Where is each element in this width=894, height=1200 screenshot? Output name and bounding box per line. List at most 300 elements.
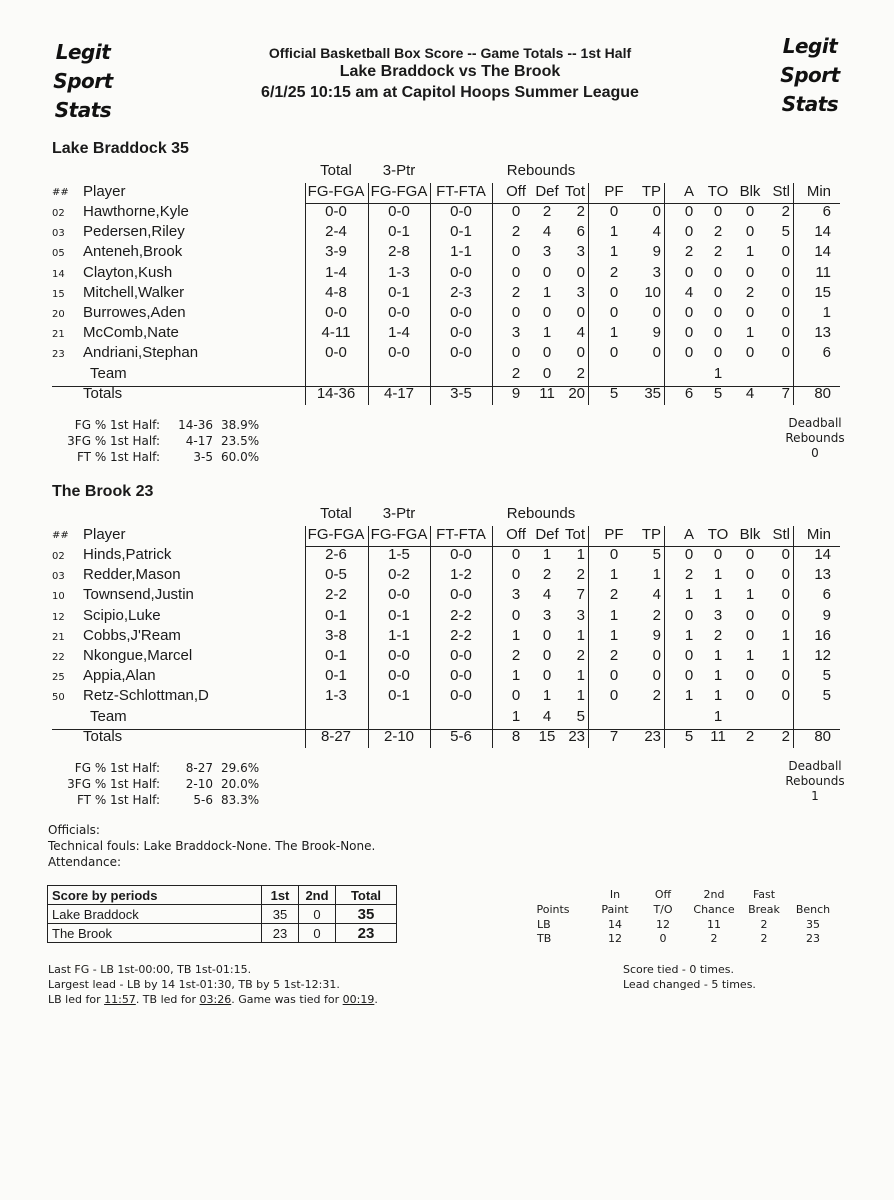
- stat-fg: 0-5: [325, 566, 347, 584]
- logo-right: [775, 32, 845, 119]
- stat-fg: 4-11: [321, 324, 351, 342]
- stat-fg3: 0-1: [388, 283, 410, 301]
- periods-total: 35: [336, 905, 397, 924]
- points-team: LB: [537, 918, 551, 931]
- stat-def: 4: [542, 223, 552, 241]
- player-name: Cobbs,J'Ream: [83, 626, 181, 644]
- stat-tot: 6: [576, 223, 585, 241]
- stat-a: 0: [684, 203, 694, 220]
- stat-off: 2: [511, 223, 521, 241]
- stat-blk: 0: [745, 687, 755, 705]
- periods-row: [48, 905, 397, 924]
- team-tot: 2: [576, 364, 585, 382]
- stat-tp: 9: [652, 243, 661, 261]
- logo-line: Sport: [53, 69, 113, 93]
- col-header-def: Def: [535, 526, 559, 543]
- periods-team: The Brook: [48, 924, 262, 943]
- stat-tot: 4: [576, 324, 585, 342]
- stat-to: 1: [713, 647, 723, 664]
- player-number: 22: [52, 652, 65, 663]
- stat-blk: 0: [745, 263, 755, 281]
- player-number: 15: [52, 288, 65, 300]
- stat-fg3: 0-0: [388, 647, 410, 664]
- stat-a: 0: [684, 667, 694, 685]
- col-group-rebounds: Rebounds: [506, 505, 576, 522]
- player-name: Mitchell,Walker: [83, 283, 185, 301]
- logo-line: Stats: [54, 98, 112, 122]
- stat-tot: 1: [576, 667, 585, 685]
- stat-tot: 1: [576, 687, 585, 705]
- points-bench: 23: [806, 932, 820, 945]
- stat-def: 0: [542, 344, 552, 362]
- stat-to: 2: [713, 223, 723, 241]
- stat-tp: 9: [652, 324, 661, 342]
- stat-stl: 0: [781, 283, 790, 301]
- periods-header-1st: 1st: [262, 886, 299, 905]
- stat-min: 14: [814, 223, 831, 241]
- stat-blk: 1: [745, 324, 755, 342]
- player-number: 21: [52, 631, 65, 643]
- stat-stl: 0: [781, 263, 790, 281]
- column-divider: [793, 183, 794, 405]
- stat-to: 1: [713, 687, 723, 705]
- points-h-paint: Paint: [601, 903, 629, 916]
- stat-stl: 1: [781, 626, 790, 644]
- col-num-header: ##: [52, 187, 69, 198]
- stat-def: 0: [542, 263, 552, 281]
- stat-fg3: 0-2: [388, 566, 410, 584]
- points-to: 0: [659, 932, 667, 945]
- pct-value: 20.0%: [221, 777, 260, 791]
- stat-blk: 2: [745, 283, 755, 301]
- stat-fg: 2-4: [325, 223, 347, 241]
- column-divider: [492, 183, 493, 405]
- logo-line: Stats: [781, 92, 839, 116]
- tb-led-time: 03:26: [199, 993, 232, 1006]
- points-fast: 2: [760, 918, 768, 931]
- stat-fg: 3-9: [325, 243, 347, 261]
- points-label: Points: [536, 903, 570, 916]
- column-divider: [430, 183, 431, 405]
- stat-stl: 0: [781, 324, 790, 342]
- stat-ft: 0-0: [450, 263, 472, 281]
- stat-ft: 1-2: [450, 566, 472, 584]
- points-h-bench: Bench: [795, 903, 831, 916]
- stat-ft: 2-2: [450, 606, 472, 624]
- player-number: 05: [52, 248, 65, 260]
- stat-tot: 2: [576, 203, 585, 220]
- stat-tp: 0: [652, 647, 661, 664]
- stat-def: 0: [542, 626, 552, 644]
- totals-ft: 3-5: [450, 384, 472, 402]
- stat-pf: 0: [609, 546, 619, 563]
- stat-def: 4: [542, 586, 552, 604]
- stat-tp: 4: [652, 586, 661, 604]
- last-fg: Last FG - LB 1st-00:00, TB 1st-01:15.: [48, 963, 252, 976]
- stat-to: 0: [713, 203, 723, 220]
- stat-to: 1: [713, 667, 723, 685]
- stat-def: 2: [542, 203, 552, 220]
- stat-pf: 0: [609, 344, 619, 362]
- logo-line: Legit: [55, 40, 111, 64]
- stat-fg: 0-0: [325, 203, 347, 220]
- col-header-def: Def: [535, 183, 559, 200]
- col-header-tp: TP: [641, 526, 661, 543]
- col-header-fg: FG-FGA: [307, 526, 365, 543]
- points-h-chance: Chance: [693, 903, 735, 916]
- stat-to: 0: [713, 304, 723, 321]
- stat-ft: 0-1: [450, 223, 472, 241]
- team-off: 2: [511, 364, 521, 382]
- stat-off: 0: [511, 243, 521, 261]
- column-divider: [368, 526, 369, 748]
- points-bench: 35: [806, 918, 820, 931]
- stat-blk: 0: [745, 203, 755, 220]
- stat-a: 1: [684, 586, 694, 604]
- stat-fg3: 0-0: [388, 304, 410, 321]
- stat-min: 12: [814, 647, 831, 664]
- stat-fg: 3-8: [325, 626, 347, 644]
- pct-label: FT % 1st Half:: [76, 450, 160, 464]
- stat-ft: 0-0: [450, 667, 472, 685]
- pct-made: 5-6: [193, 793, 213, 807]
- team-row-label: Team: [90, 364, 127, 382]
- col-group-rebounds: Rebounds: [506, 162, 576, 179]
- deadball-label: Deadball: [788, 416, 842, 430]
- player-name: Scipio,Luke: [83, 606, 161, 624]
- periods-header-2nd: 2nd: [299, 886, 336, 905]
- stat-off: 2: [511, 647, 521, 664]
- col-header-ft: FT-FTA: [436, 526, 486, 543]
- team-to: 1: [713, 364, 723, 382]
- points-paint: 12: [608, 932, 622, 945]
- stat-pf: 2: [609, 647, 619, 664]
- stat-a: 0: [684, 263, 694, 281]
- pct-made: 14-36: [178, 418, 213, 432]
- points-fast: 2: [760, 932, 768, 945]
- stat-off: 0: [511, 546, 521, 563]
- stat-tot: 2: [576, 647, 585, 664]
- stat-fg: 0-1: [325, 606, 347, 624]
- stat-tot: 3: [576, 283, 585, 301]
- points-to: 12: [656, 918, 670, 931]
- stat-pf: 0: [609, 203, 619, 220]
- player-number: 12: [52, 611, 65, 623]
- stat-fg3: 1-4: [388, 324, 410, 342]
- player-number: 03: [52, 571, 65, 583]
- totals-label: Totals: [83, 384, 123, 402]
- col-header-off: Off: [506, 526, 526, 543]
- stat-blk: 1: [745, 586, 755, 604]
- column-divider: [664, 526, 665, 748]
- stat-tp: 2: [652, 687, 661, 705]
- stat-tot: 3: [576, 243, 585, 261]
- header-divider: [305, 203, 840, 204]
- stat-tp: 0: [652, 344, 661, 362]
- stat-off: 0: [511, 566, 521, 584]
- stat-min: 16: [814, 626, 831, 644]
- totals-fg3: 2-10: [383, 727, 415, 745]
- stat-pf: 2: [609, 263, 619, 281]
- stat-fg: 4-8: [325, 283, 347, 301]
- team-off: 1: [511, 707, 521, 725]
- stat-min: 13: [814, 566, 831, 584]
- periods-row: [48, 924, 397, 943]
- pct-value: 29.6%: [221, 761, 260, 775]
- stat-blk: 0: [745, 344, 755, 362]
- stat-min: 6: [822, 586, 831, 604]
- stat-ft: 0-0: [450, 344, 472, 362]
- stat-blk: 0: [745, 566, 755, 584]
- stat-stl: 0: [781, 344, 790, 362]
- stat-tot: 1: [576, 546, 585, 563]
- col-group-total: Total: [320, 162, 352, 179]
- col-player-header: Player: [83, 183, 126, 200]
- pct-made: 3-5: [193, 450, 213, 464]
- stat-ft: 0-0: [450, 687, 472, 705]
- stat-blk: 0: [745, 304, 755, 321]
- stat-min: 9: [822, 606, 831, 624]
- totals-off: 8: [511, 727, 521, 745]
- totals-fg: 14-36: [316, 384, 356, 402]
- points-h-off: Off: [654, 888, 672, 901]
- totals-a: 6: [684, 384, 694, 402]
- periods-1st: 35: [262, 905, 299, 924]
- player-name: Appia,Alan: [83, 667, 156, 685]
- stat-def: 1: [542, 687, 552, 705]
- col-header-tot: Tot: [564, 183, 585, 200]
- player-number: 50: [52, 692, 65, 704]
- largest-lead: Largest lead - LB by 14 1st-01:30, TB by 5 1st-12:31.: [48, 978, 340, 991]
- stat-def: 2: [542, 566, 552, 584]
- stat-pf: 1: [609, 606, 619, 624]
- stat-tot: 3: [576, 606, 585, 624]
- stat-a: 1: [684, 687, 694, 705]
- totals-to: 5: [713, 384, 723, 402]
- totals-ft: 5-6: [450, 727, 472, 745]
- stat-pf: 0: [609, 687, 619, 705]
- deadball-label: Rebounds: [785, 774, 845, 788]
- stat-pf: 1: [609, 324, 619, 342]
- stat-fg: 2-6: [325, 546, 347, 563]
- stat-a: 0: [684, 324, 694, 342]
- stat-tot: 2: [576, 566, 585, 584]
- logo-line: Sport: [780, 63, 840, 87]
- stat-pf: 1: [609, 566, 619, 584]
- stat-a: 0: [684, 647, 694, 664]
- logo-left: [48, 38, 118, 125]
- stat-a: 0: [684, 304, 694, 321]
- stat-off: 0: [511, 687, 521, 705]
- column-divider: [588, 183, 589, 405]
- lead-text: . Game was tied for: [231, 993, 343, 1006]
- stat-min: 11: [815, 263, 831, 281]
- totals-fg3: 4-17: [383, 384, 415, 402]
- pct-label: FG % 1st Half:: [74, 761, 160, 775]
- column-divider: [305, 183, 306, 405]
- stat-def: 0: [542, 647, 552, 664]
- player-number: 03: [52, 228, 65, 240]
- pct-label: 3FG % 1st Half:: [67, 777, 160, 791]
- stat-off: 0: [511, 344, 521, 362]
- col-header-off: Off: [506, 183, 526, 200]
- stat-min: 14: [814, 243, 831, 261]
- stat-def: 3: [542, 243, 552, 261]
- stat-to: 3: [713, 606, 723, 624]
- header-divider: [305, 546, 840, 547]
- stat-pf: 0: [609, 667, 619, 685]
- player-name: Clayton,Kush: [83, 263, 173, 281]
- stat-off: 1: [511, 626, 521, 644]
- stat-ft: 0-0: [450, 324, 472, 342]
- team-tot: 5: [576, 707, 585, 725]
- stat-fg3: 0-0: [388, 586, 410, 604]
- totals-tp: 35: [644, 384, 661, 402]
- col-header-a: A: [683, 183, 695, 200]
- stat-off: 0: [511, 606, 521, 624]
- player-name: Andriani,Stephan: [83, 344, 199, 362]
- col-header-to: TO: [707, 526, 729, 543]
- totals-blk: 2: [745, 727, 755, 745]
- points-team: TB: [537, 932, 552, 945]
- col-header-stl: Stl: [772, 183, 790, 200]
- stat-fg3: 0-1: [388, 687, 410, 705]
- col-header-min: Min: [806, 183, 831, 200]
- stat-stl: 1: [781, 647, 790, 664]
- player-name: Redder,Mason: [83, 566, 181, 584]
- stat-tp: 1: [652, 566, 661, 584]
- totals-fg: 8-27: [320, 727, 352, 745]
- stat-blk: 0: [745, 606, 755, 624]
- stat-min: 5: [822, 687, 831, 705]
- stat-pf: 0: [609, 304, 619, 321]
- lead-text: .: [374, 993, 378, 1006]
- lead-time: [48, 993, 378, 1006]
- game-date-venue: 6/1/25 10:15 am at Capitol Hoops Summer League: [261, 84, 639, 101]
- stat-a: 1: [684, 626, 694, 644]
- deadball-label: Deadball: [788, 759, 842, 773]
- periods-header-total: Total: [336, 886, 397, 905]
- stat-def: 1: [542, 324, 552, 342]
- totals-stl: 7: [781, 384, 790, 402]
- totals-stl: 2: [781, 727, 790, 745]
- stat-tp: 0: [652, 667, 661, 685]
- stat-stl: 0: [781, 304, 790, 321]
- stat-blk: 0: [745, 667, 755, 685]
- points-chance: 2: [710, 932, 718, 945]
- stat-fg3: 0-0: [388, 667, 410, 685]
- player-number: 02: [52, 208, 65, 219]
- stat-stl: 0: [781, 566, 790, 584]
- stat-def: 0: [542, 304, 552, 321]
- periods-header-row: [48, 886, 397, 905]
- report-title: Official Basketball Box Score -- Game Totals -- 1st Half: [268, 45, 632, 61]
- pct-label: 3FG % 1st Half:: [67, 434, 160, 448]
- periods-2nd: 0: [299, 924, 336, 943]
- points-h-fast: Fast: [752, 888, 776, 901]
- stat-tot: 0: [576, 304, 585, 321]
- stat-a: 2: [684, 566, 694, 584]
- team-def: 4: [542, 707, 552, 725]
- stat-off: 3: [511, 324, 521, 342]
- totals-to: 11: [710, 727, 726, 745]
- points-h-in: In: [609, 888, 621, 901]
- col-header-a: A: [683, 526, 695, 543]
- stat-tot: 1: [576, 626, 585, 644]
- stat-stl: 0: [781, 606, 790, 624]
- player-name: Burrowes,Aden: [83, 304, 186, 321]
- column-divider: [305, 526, 306, 748]
- column-divider: [492, 526, 493, 748]
- totals-def: 11: [539, 384, 555, 402]
- stat-a: 0: [684, 223, 694, 241]
- stat-stl: 0: [781, 243, 790, 261]
- col-header-pf: PF: [604, 526, 624, 543]
- col-header-ft: FT-FTA: [436, 183, 486, 200]
- col-header-fg3: FG-FGA: [370, 526, 428, 543]
- col-header-tot: Tot: [564, 526, 585, 543]
- stat-fg3: 2-8: [388, 243, 410, 261]
- stat-ft: 0-0: [450, 304, 472, 321]
- col-player-header: Player: [83, 526, 126, 543]
- stat-blk: 0: [745, 223, 755, 241]
- col-group-3ptr: 3-Ptr: [382, 505, 416, 522]
- stat-min: 5: [822, 667, 831, 685]
- stat-fg: 2-2: [325, 586, 347, 604]
- stat-fg: 0-1: [325, 647, 347, 664]
- totals-min: 80: [814, 384, 831, 402]
- team-def: 0: [542, 364, 552, 382]
- team-to: 1: [713, 707, 723, 725]
- stat-to: 1: [713, 586, 723, 604]
- stat-a: 2: [684, 243, 694, 261]
- periods-team: Lake Braddock: [48, 905, 262, 924]
- stat-fg3: 0-0: [388, 203, 410, 220]
- col-header-blk: Blk: [739, 183, 761, 200]
- player-number: 20: [52, 309, 65, 320]
- stat-blk: 1: [745, 243, 755, 261]
- stat-stl: 5: [781, 223, 790, 241]
- col-num-header: ##: [52, 530, 69, 541]
- lead-text: . TB led for: [135, 993, 200, 1006]
- player-number: 21: [52, 329, 65, 341]
- periods-2nd: 0: [299, 905, 336, 924]
- stat-to: 0: [713, 324, 723, 342]
- totals-tot: 23: [568, 727, 585, 745]
- stat-off: 0: [511, 304, 521, 321]
- stat-fg3: 1-3: [388, 263, 410, 281]
- pct-value: 23.5%: [221, 434, 260, 448]
- totals-tp: 23: [644, 727, 661, 745]
- totals-pf: 5: [609, 384, 619, 402]
- stat-ft: 2-2: [450, 626, 472, 644]
- col-header-tp: TP: [641, 183, 661, 200]
- pct-label: FT % 1st Half:: [76, 793, 160, 807]
- officials-label: Officials:: [48, 823, 100, 837]
- stat-fg: 0-1: [325, 667, 347, 685]
- totals-a: 5: [684, 727, 694, 745]
- stat-to: 0: [713, 344, 723, 362]
- stat-ft: 1-1: [450, 243, 472, 261]
- points-h-to: T/O: [653, 903, 673, 916]
- column-divider: [664, 183, 665, 405]
- player-name: Townsend,Justin: [83, 586, 194, 604]
- stat-fg3: 0-0: [388, 344, 410, 362]
- matchup-title: Lake Braddock vs The Brook: [339, 63, 561, 80]
- stat-tp: 0: [652, 203, 661, 220]
- lead-changed: Lead changed - 5 times.: [623, 978, 756, 991]
- stat-stl: 0: [781, 687, 790, 705]
